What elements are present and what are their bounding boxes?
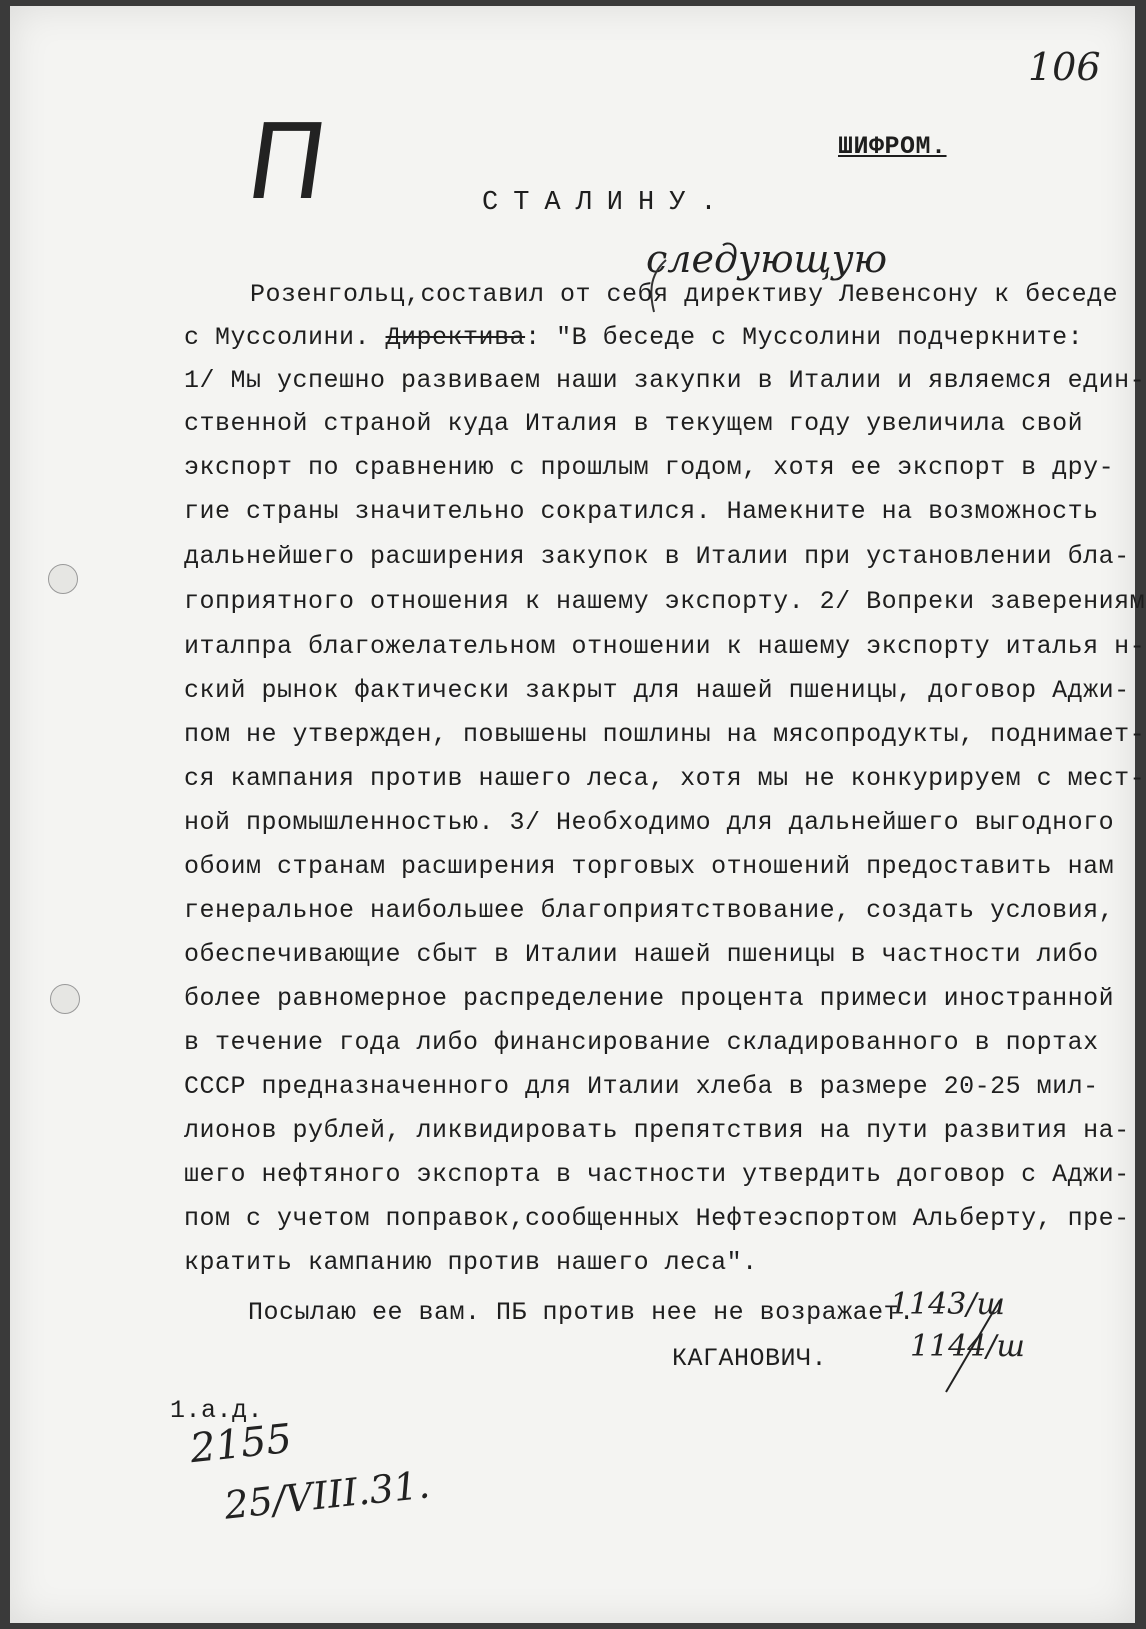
body-line: гоприятного отношения к нашему экспорту. 2/ Вопреки заверениям	[184, 587, 1146, 616]
closing-line: Посылаю ее вам. ПБ против нее не возражает.	[248, 1298, 915, 1327]
struck-word: Директива	[385, 323, 526, 352]
body-line: 1/ Мы успешно развиваем наши закупки в Италии и являемся един-	[184, 366, 1146, 395]
handwritten-number: 1144/ш	[910, 1329, 1025, 1364]
archive-number: 2155	[187, 1415, 294, 1473]
body-line: генеральное наибольшее благоприятствование, создать условия,	[184, 896, 1115, 925]
archive-date: 25/VIII.31.	[222, 1462, 432, 1528]
signature: КАГАНОВИЧ.	[672, 1344, 828, 1373]
body-line: обеспечивающие сбыт в Италии нашей пшеницы в частности либо	[184, 940, 1099, 969]
body-line: пом с учетом поправок,сообщенных Нефтеэспортом Альберту, пре-	[184, 1204, 1130, 1233]
cipher-mark: ШИФРОМ.	[838, 132, 947, 161]
punch-hole	[50, 984, 80, 1014]
body-line: италпра благожелательном отношении к нашему экспорту италья н-	[184, 632, 1146, 661]
body-line: обоим странам расширения торговых отношений предоставить нам	[184, 852, 1115, 881]
body-line: дальнейшего расширения закупок в Италии при установлении бла-	[184, 542, 1130, 571]
handwritten-initial: П	[239, 101, 335, 223]
body-line: гие страны значительно сократился. Намекните на возможность	[184, 497, 1099, 526]
punch-hole	[48, 564, 78, 594]
body-line: более равномерное распределение процента примеси иностранной	[184, 984, 1115, 1013]
addressee-title: СТАЛИНУ.	[482, 188, 732, 218]
handwritten-slash	[938, 1296, 1008, 1396]
footer-code: 1.а.д.	[170, 1396, 264, 1425]
body-line: Розенгольц,составил от себя директиву Левенсону к беседе	[250, 280, 1119, 309]
body-line: ский рынок фактически закрыт для нашей пшеницы, договор Аджи-	[184, 676, 1130, 705]
body-line: СССР предназначенного для Италии хлеба в размере 20-25 мил-	[184, 1072, 1099, 1101]
body-line: ственной страной куда Италия в текущем году увеличила свой	[184, 409, 1084, 438]
body-line: шего нефтяного экспорта в частности утвердить договор с Аджи-	[184, 1160, 1130, 1189]
body-line: экспорт по сравнению с прошлым годом, хотя ее экспорт в дру-	[184, 453, 1115, 482]
handwritten-number: 1143/ш	[890, 1287, 1005, 1322]
page-number: 106	[1028, 45, 1101, 89]
handwritten-insertion: следующую	[646, 237, 888, 281]
body-line: кратить кампанию против нашего леса".	[184, 1248, 758, 1277]
body-line: в течение года либо финансирование складированного в портах	[184, 1028, 1099, 1057]
document-page	[10, 6, 1146, 1623]
body-line: ся кампания против нашего леса, хотя мы не конкурируем с мест-	[184, 764, 1146, 793]
body-line: с Муссолини. Директива: "В беседе с Муссолини подчеркните:	[184, 323, 1084, 352]
body-line: ной промышленностью. 3/ Необходимо для дальнейшего выгодного	[184, 808, 1115, 837]
body-line: лионов рублей, ликвидировать препятствия на пути развития на-	[184, 1116, 1130, 1145]
body-line: пом не утвержден, повышены пошлины на мясопродукты, поднимает-	[184, 720, 1146, 749]
